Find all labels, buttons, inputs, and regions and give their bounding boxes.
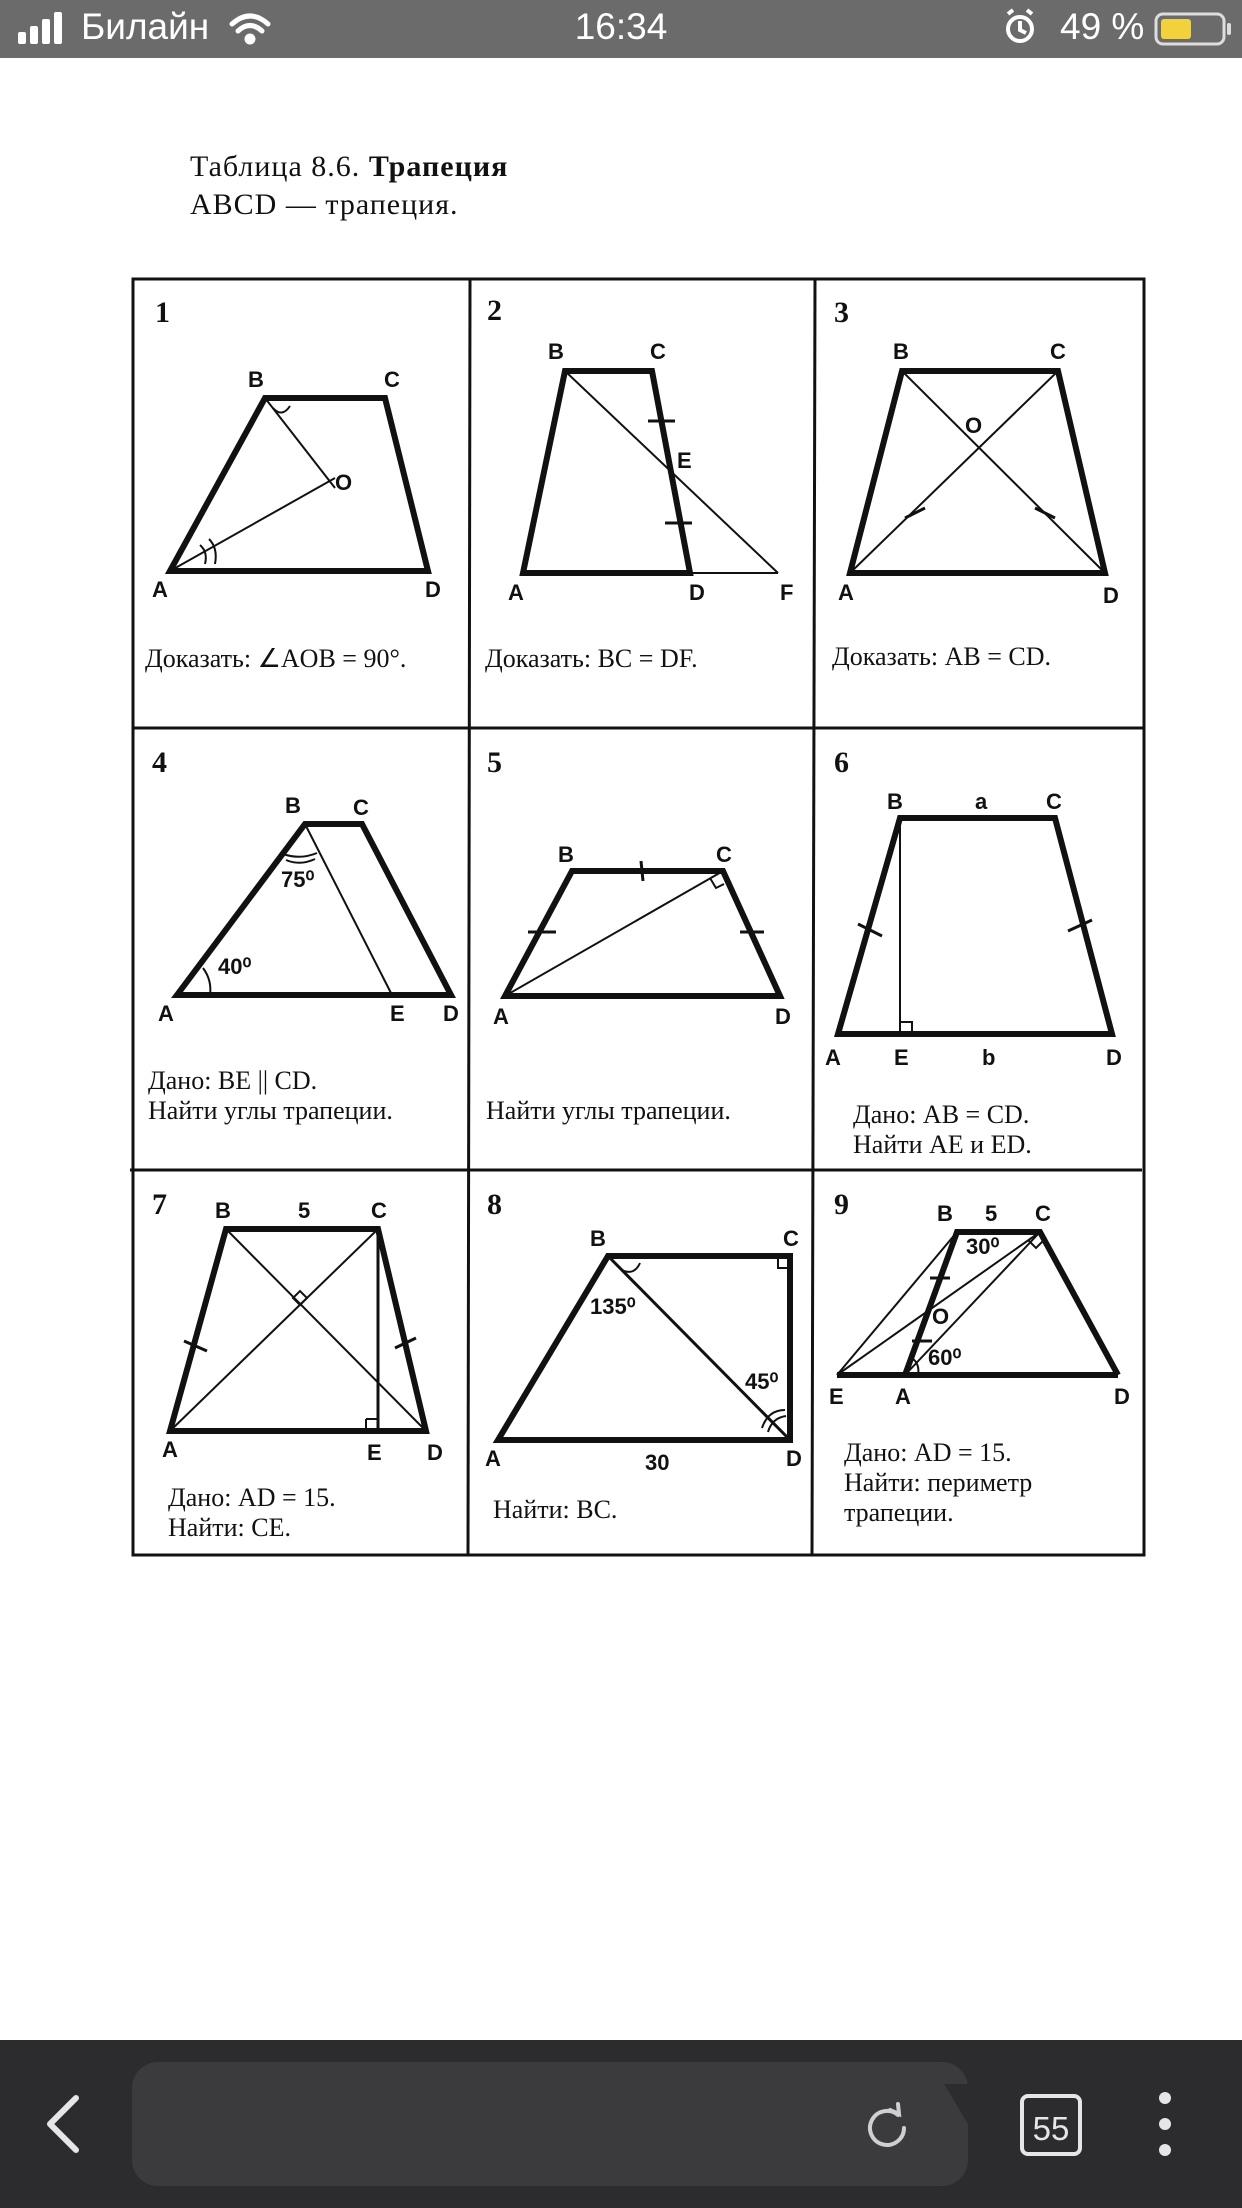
- task-4: [148, 1066, 393, 1126]
- fig4-label-40: 40⁰: [218, 954, 252, 979]
- task-3: [832, 642, 1051, 672]
- task-8-line-1: Найти: BC.: [493, 1495, 618, 1524]
- address-bar-notch: [944, 2084, 968, 2124]
- fig4-label-E: E: [390, 1001, 405, 1026]
- fig2-label-A: A: [508, 580, 524, 605]
- task-2: [485, 644, 698, 674]
- fig9-label-B: B: [937, 1201, 953, 1226]
- carrier-name: Билайн: [81, 6, 210, 47]
- back-icon[interactable]: [50, 2098, 76, 2150]
- cell-number-7: 7: [152, 1188, 167, 1221]
- fig7-label-B: B: [215, 1198, 231, 1223]
- task-4-line-2: Найти углы трапеции.: [148, 1096, 393, 1125]
- fig3-label-D: D: [1103, 583, 1119, 608]
- fig6-label-E: E: [894, 1045, 909, 1070]
- fig4-label-75: 75⁰: [281, 867, 315, 892]
- fig1-label-D: D: [425, 577, 441, 602]
- caption-title: Трапеция: [368, 150, 509, 183]
- cell-number-8: 8: [487, 1188, 502, 1221]
- fig8-label-B: B: [590, 1226, 606, 1251]
- fig5-label-A: A: [493, 1004, 509, 1029]
- fig7-label-E: E: [367, 1440, 382, 1465]
- fig4-label-D: D: [443, 1001, 459, 1026]
- task-1: [145, 644, 406, 674]
- fig6-label-D: D: [1106, 1045, 1122, 1070]
- fig2-label-B: B: [548, 339, 564, 364]
- fig1-label-C: C: [384, 367, 400, 392]
- figure-2: [523, 371, 778, 573]
- fig7-label-D: D: [427, 1440, 443, 1465]
- table-grid: [130, 279, 1144, 1555]
- fig1-label-B: B: [248, 367, 264, 392]
- task-9-line-1: Дано: AD = 15.: [844, 1438, 1012, 1467]
- fig9-label-D: D: [1114, 1384, 1130, 1409]
- fig9-label-O: O: [932, 1304, 950, 1329]
- fig9-label-5: 5: [985, 1201, 998, 1226]
- fig7-label-5: 5: [298, 1198, 311, 1223]
- reload-icon[interactable]: [870, 2104, 904, 2145]
- task-3-line-1: Доказать: AB = CD.: [832, 642, 1051, 671]
- fig3-label-O: O: [965, 413, 983, 438]
- task-7: [168, 1483, 336, 1543]
- fig1-label-O: O: [335, 470, 353, 495]
- fig4-label-A: A: [158, 1001, 174, 1026]
- fig6-label-C: C: [1046, 789, 1062, 814]
- fig7-label-C: C: [371, 1198, 387, 1223]
- task-8: [493, 1495, 617, 1525]
- task-6: [853, 1100, 1032, 1160]
- fig8-label-135: 135⁰: [590, 1294, 636, 1319]
- document-view[interactable]: [0, 58, 1242, 2040]
- fig2-label-C: C: [650, 339, 666, 364]
- status-bar: [0, 0, 1242, 58]
- task-5: [486, 1096, 731, 1126]
- task-7-line-2: Найти: CE.: [168, 1513, 291, 1542]
- fig4-label-B: B: [285, 793, 301, 818]
- cell-number-4: 4: [152, 746, 167, 779]
- fig8-label-C: C: [783, 1226, 799, 1251]
- task-6-line-1: Дано: AB = CD.: [853, 1100, 1030, 1129]
- browser-toolbar: [0, 2040, 1242, 2208]
- task-5-line-1: Найти углы трапеции.: [486, 1096, 731, 1125]
- caption-subtitle: ABCD — трапеция.: [190, 188, 459, 221]
- fig3-label-A: A: [838, 580, 854, 605]
- fig2-label-D: D: [689, 580, 705, 605]
- caption-prefix: Таблица 8.6.: [190, 150, 361, 183]
- task-9-line-2: Найти: периметр: [844, 1468, 1033, 1497]
- fig6-label-a: a: [975, 789, 988, 814]
- fig6-label-b: b: [982, 1045, 996, 1070]
- battery-percent: 49 %: [1060, 6, 1145, 47]
- task-9-line-3: трапеции.: [844, 1498, 954, 1527]
- fig5-label-B: B: [558, 842, 574, 867]
- fig8-label-45: 45⁰: [745, 1369, 779, 1394]
- fig2-label-E: E: [677, 448, 692, 473]
- figure-8: [498, 1256, 790, 1440]
- figure-4-labels: [158, 793, 459, 1026]
- fig5-label-D: D: [775, 1004, 791, 1029]
- fig2-label-F: F: [780, 580, 794, 605]
- task-1-line-1: Доказать: ∠AOB = 90°.: [145, 644, 407, 673]
- fig4-label-C: C: [353, 795, 369, 820]
- task-4-line-1: Дано: BE || CD.: [148, 1066, 318, 1095]
- figure-3-labels: [838, 339, 1119, 608]
- fig1-label-A: A: [152, 577, 168, 602]
- figure-6: [838, 818, 1112, 1034]
- figure-7: [170, 1229, 426, 1431]
- clock: 16:34: [574, 6, 668, 47]
- figure-1: [170, 398, 428, 571]
- fig9-label-E: E: [829, 1384, 844, 1409]
- fig8-label-30: 30: [645, 1450, 670, 1475]
- figure-3: [850, 371, 1105, 573]
- figure-1-labels: [152, 367, 441, 602]
- more-icon[interactable]: [1145, 2084, 1185, 2164]
- task-6-line-2: Найти AE и ED.: [853, 1130, 1032, 1159]
- address-bar[interactable]: [132, 2062, 968, 2186]
- cell-number-5: 5: [487, 746, 502, 779]
- task-9: [844, 1438, 1032, 1528]
- fig9-label-C: C: [1035, 1201, 1051, 1226]
- tabs-button[interactable]: 55: [1020, 2094, 1082, 2156]
- fig9-label-60: 60⁰: [928, 1345, 962, 1370]
- cell-number-2: 2: [487, 294, 502, 327]
- cell-number-6: 6: [834, 746, 849, 779]
- fig8-label-A: A: [485, 1446, 501, 1471]
- address-bar-icons: [132, 2062, 968, 2186]
- fig3-label-B: B: [893, 339, 909, 364]
- task-2-line-1: Доказать: BC = DF.: [485, 644, 698, 673]
- fig7-label-A: A: [162, 1437, 178, 1462]
- fig3-label-C: C: [1050, 339, 1066, 364]
- trapezoid-table: [0, 58, 1242, 2040]
- figure-5: [505, 861, 780, 996]
- cell-number-9: 9: [834, 1188, 849, 1221]
- cell-number-1: 1: [155, 296, 170, 329]
- fig8-label-D: D: [786, 1446, 802, 1471]
- fig5-label-C: C: [716, 842, 732, 867]
- fig6-label-B: B: [887, 789, 903, 814]
- fig6-label-A: A: [825, 1045, 841, 1070]
- cell-number-3: 3: [834, 296, 849, 329]
- fig9-label-A: A: [895, 1384, 911, 1409]
- fig9-label-30: 30⁰: [966, 1234, 1000, 1259]
- task-7-line-1: Дано: AD = 15.: [168, 1483, 336, 1512]
